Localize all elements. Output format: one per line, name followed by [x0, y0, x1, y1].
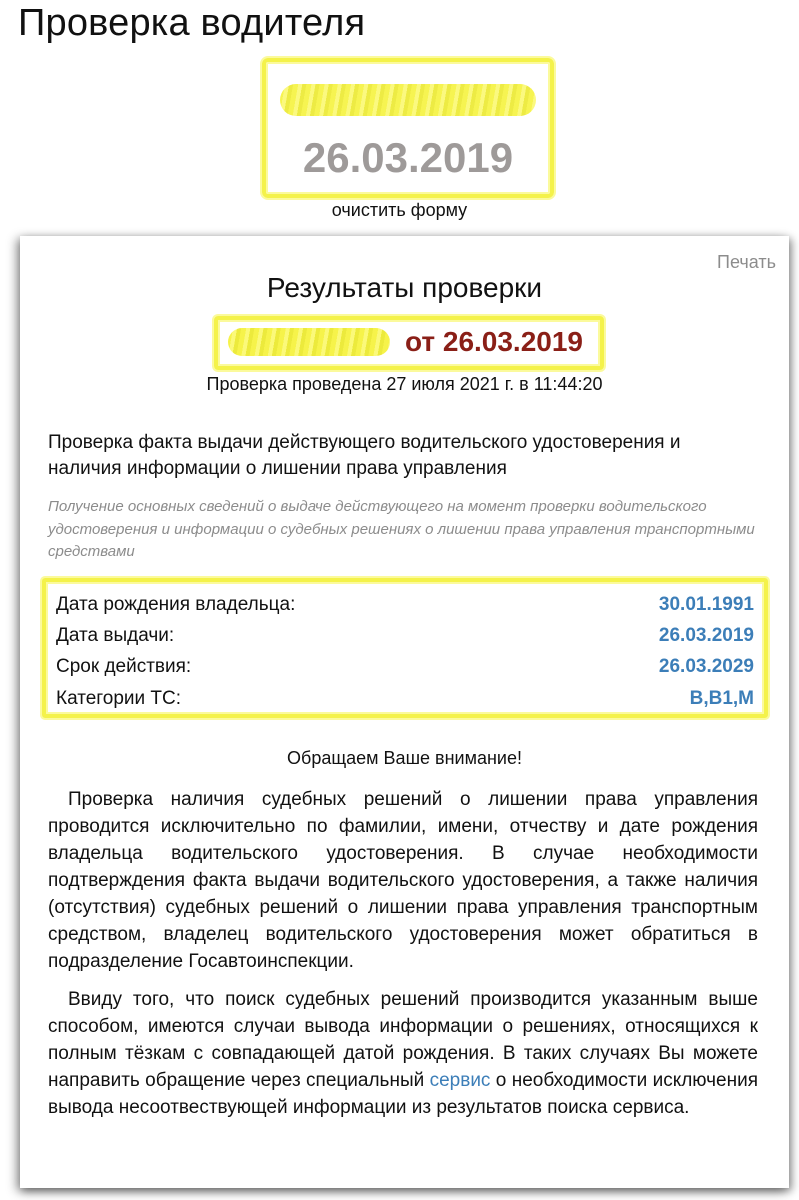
print-link[interactable]: Печать — [717, 252, 776, 272]
service-link[interactable]: сервис — [429, 1070, 491, 1091]
detail-label: Дата выдачи: — [56, 625, 175, 646]
detail-row-categories — [56, 684, 754, 714]
detail-value: 26.03.2029 — [658, 656, 754, 677]
result-license-highlight — [214, 316, 604, 370]
license-date-field[interactable]: 26.03.2019 — [302, 134, 514, 181]
detail-label: Срок действия: — [56, 656, 192, 677]
clear-form-link[interactable]: очистить форму — [331, 200, 468, 220]
check-timestamp: Проверка проведена 27 июля 2021 г. в 11:44:20 — [206, 374, 603, 394]
notice-title: Обращаем Ваше внимание! — [287, 748, 522, 768]
paragraph-2-text-start: Ввиду того, что поиск судебных решений производится указанным выше способом, имеются случаи вывода информации о решениях, относящихся к полным тёзкам с совпадающей датой рождения. В таких случаях Вы можете направить обращение через специальный — [48, 989, 758, 1091]
detail-label: Категории ТС: — [56, 688, 182, 709]
license-details — [42, 578, 768, 718]
result-from-date: от 26.03.2019 — [404, 326, 584, 357]
page-title: Проверка водителя — [18, 2, 366, 44]
notice-paragraph-2 — [48, 986, 758, 1121]
license-input-highlight — [262, 58, 554, 198]
notice-paragraph-1: Проверка наличия судебных решений о лишении права управления проводится исключительно по фамилии, имени, отчеству и дате рождения владельца водительского удостоверения. В случае необходимости подтверждения факта выдачи водительского удостоверения, а также наличия (отсутствия) судебных решений о лишении права управления транспортным средством, владелец водительского удостоверения может обратиться в подразделение Госавтоинспекции. — [48, 789, 758, 972]
detail-row-issue-date — [56, 621, 754, 651]
results-card — [20, 236, 789, 1188]
detail-row-birth-date — [56, 590, 754, 620]
paragraph-2-text-end: о необходимости исключения вывода несоотвествующей информации из результатов поиска сервиса. — [48, 1070, 758, 1118]
license-number-field[interactable] — [266, 70, 550, 120]
detail-value: 26.03.2019 — [658, 625, 754, 646]
detail-value: 30.01.1991 — [658, 594, 754, 615]
results-title: Результаты проверки — [266, 272, 543, 303]
redaction-scribble — [280, 84, 536, 116]
detail-label: Дата рождения владельца: — [56, 594, 296, 615]
redaction-scribble — [228, 328, 390, 356]
detail-row-expiry-date — [56, 652, 754, 682]
section-description: Получение основных сведений о выдаче действующего на момент проверки водительского удостоверения и информации о судебных решениях о лишении права управления транспортными средствами — [48, 498, 755, 560]
detail-value: B,B1,M — [689, 688, 754, 709]
section-heading: Проверка факта выдачи действующего водительского удостоверения и наличия информации о лишении права управления — [48, 432, 681, 479]
